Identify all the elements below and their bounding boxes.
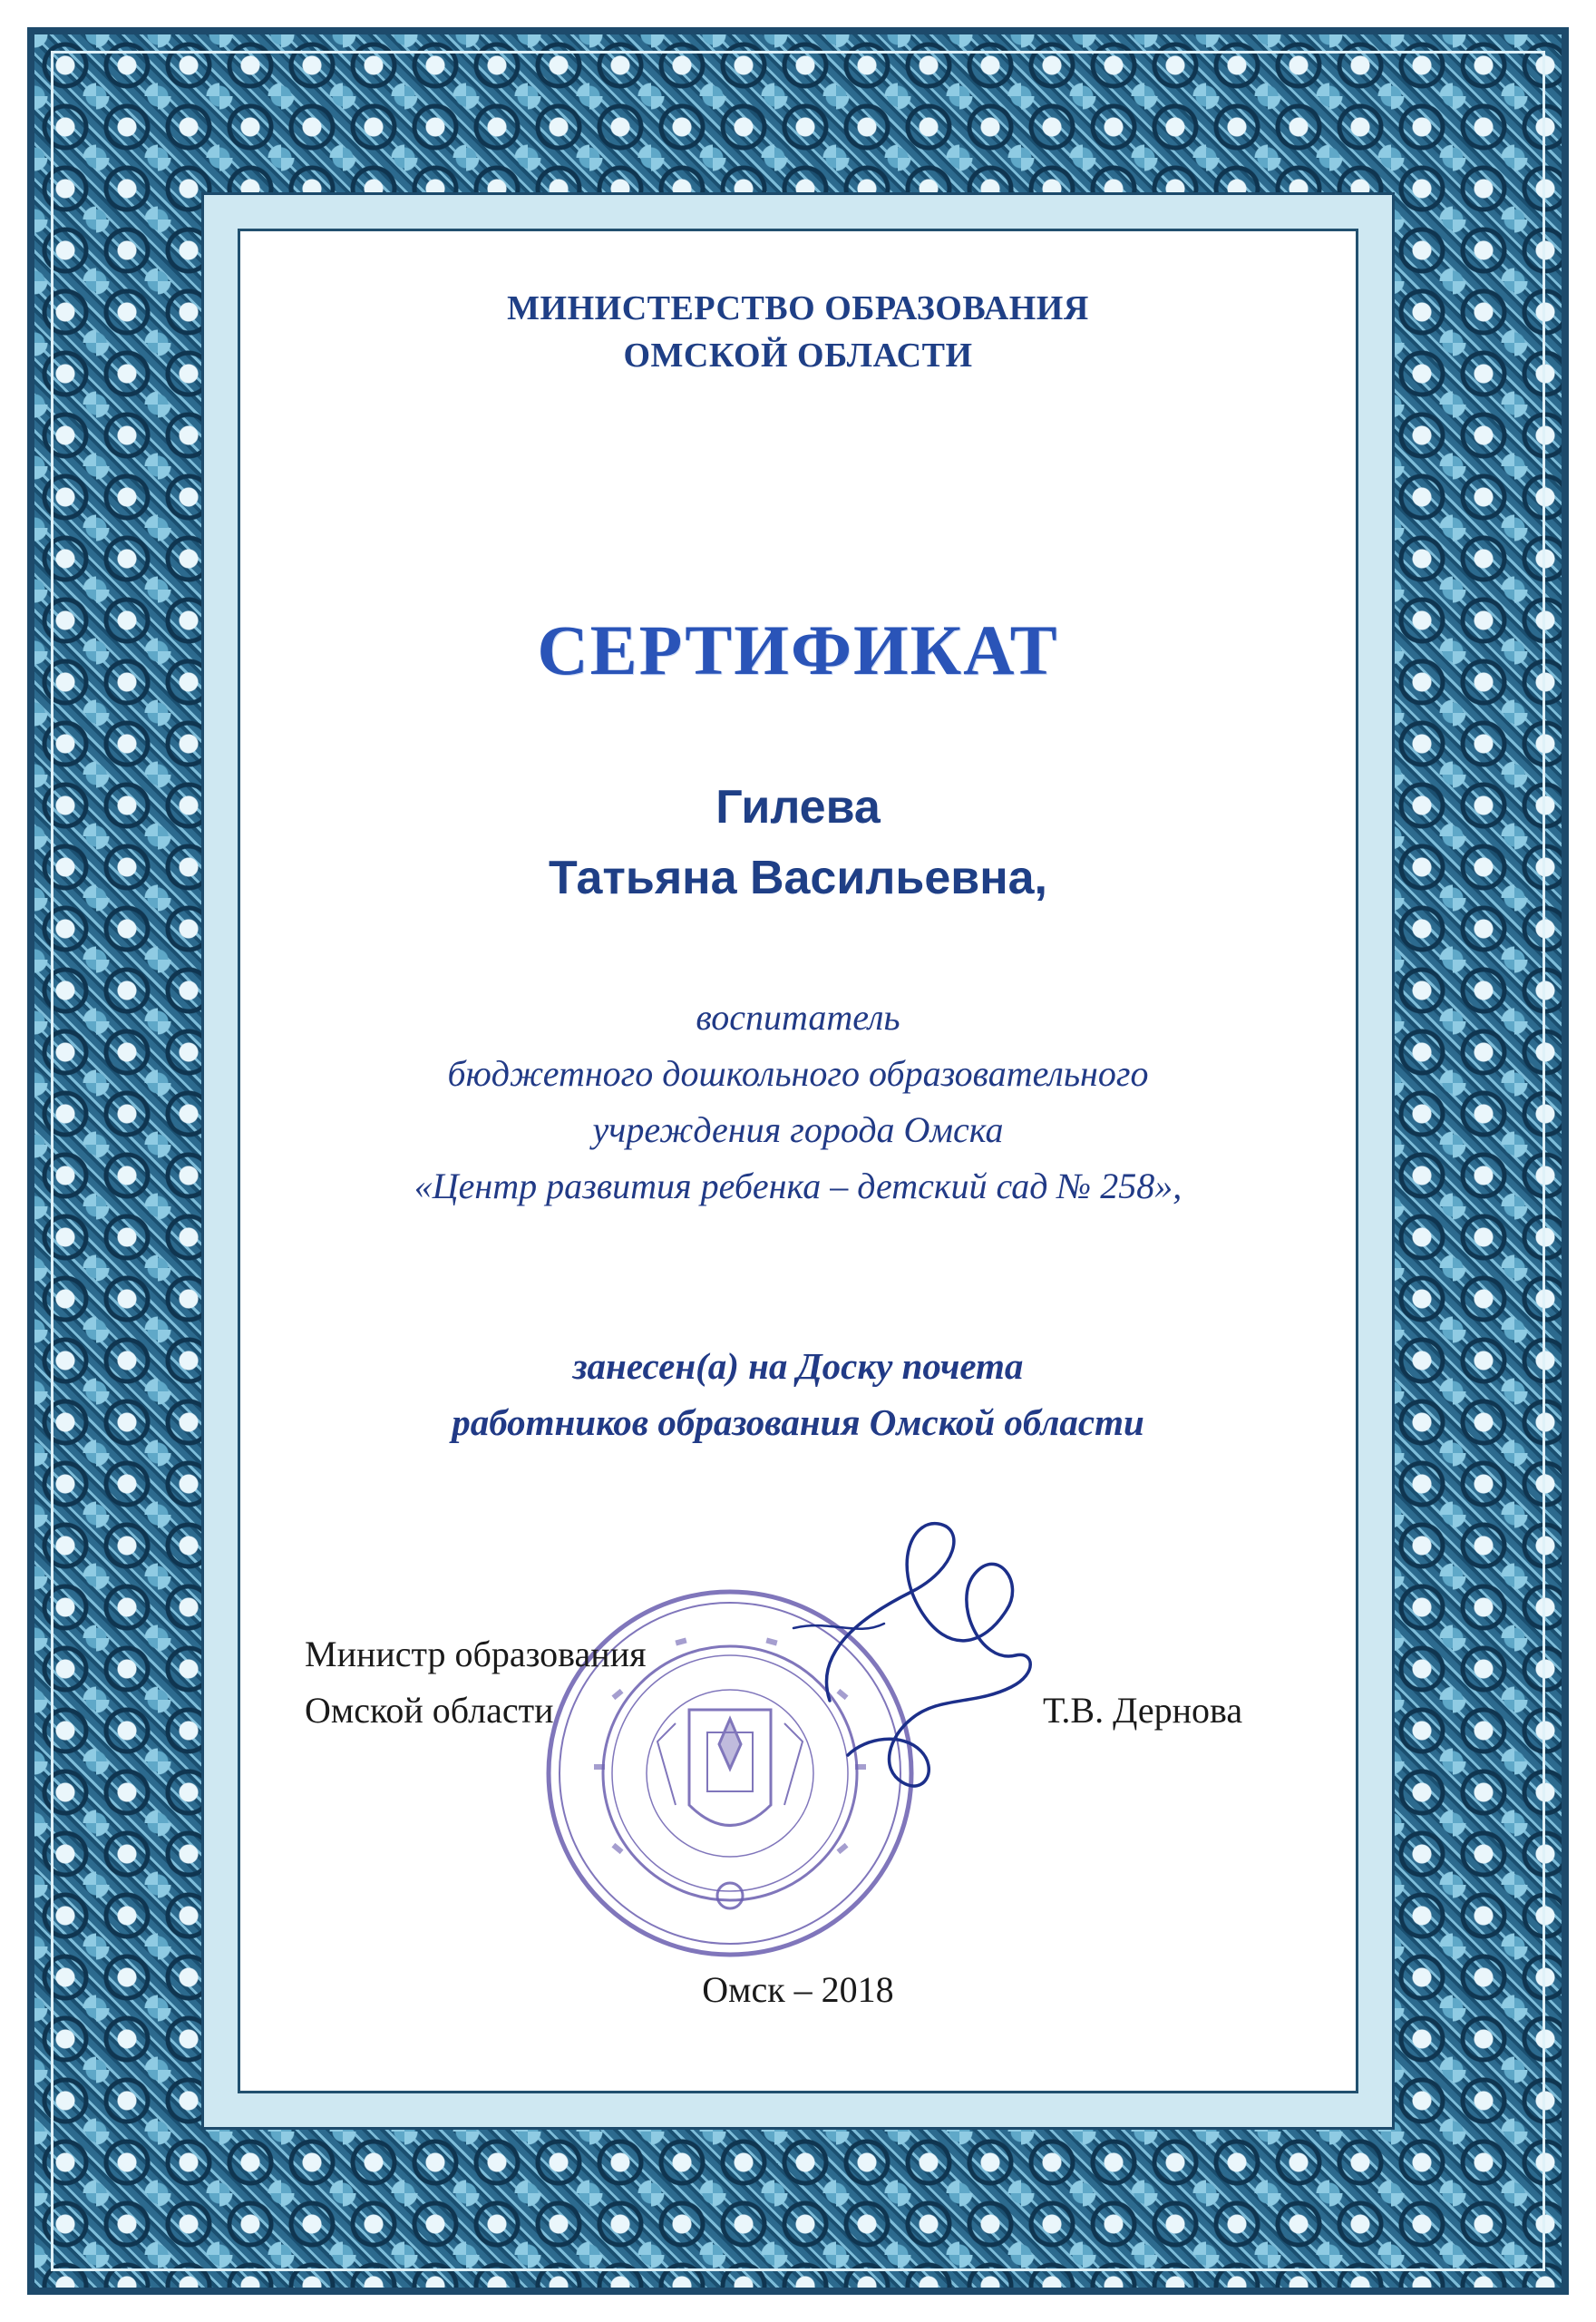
recipient-surname: Гилева — [715, 781, 881, 834]
signatory-position-line2: Омской области — [305, 1690, 554, 1731]
certificate-title: СЕРТИФИКАТ — [537, 610, 1059, 689]
signatory-name: Т.В. Дернова — [1043, 1690, 1243, 1731]
honor-line-2: работников образования Омской области — [452, 1401, 1144, 1443]
description-line-1: воспитатель — [696, 997, 900, 1038]
ministry-heading-line2: ОМСКОЙ ОБЛАСТИ — [623, 337, 973, 375]
place-and-year: Омск – 2018 — [702, 1969, 894, 2010]
handwritten-signature — [775, 1510, 1047, 1810]
description-line-2: бюджетного дошкольного образовательного — [447, 1053, 1149, 1094]
ministry-heading-line1: МИНИСТЕРСТВО ОБРАЗОВАНИЯ — [507, 289, 1089, 327]
description-line-4: «Центр развития ребенка – детский сад № 258», — [414, 1166, 1182, 1206]
recipient-given-names: Татьяна Васильевна, — [549, 852, 1047, 904]
signatory-position-line1: Министр образования — [305, 1634, 647, 1674]
description-line-3: учреждения города Омска — [592, 1109, 1004, 1150]
honor-line-1: занесен(а) на Доску почета — [572, 1345, 1024, 1387]
